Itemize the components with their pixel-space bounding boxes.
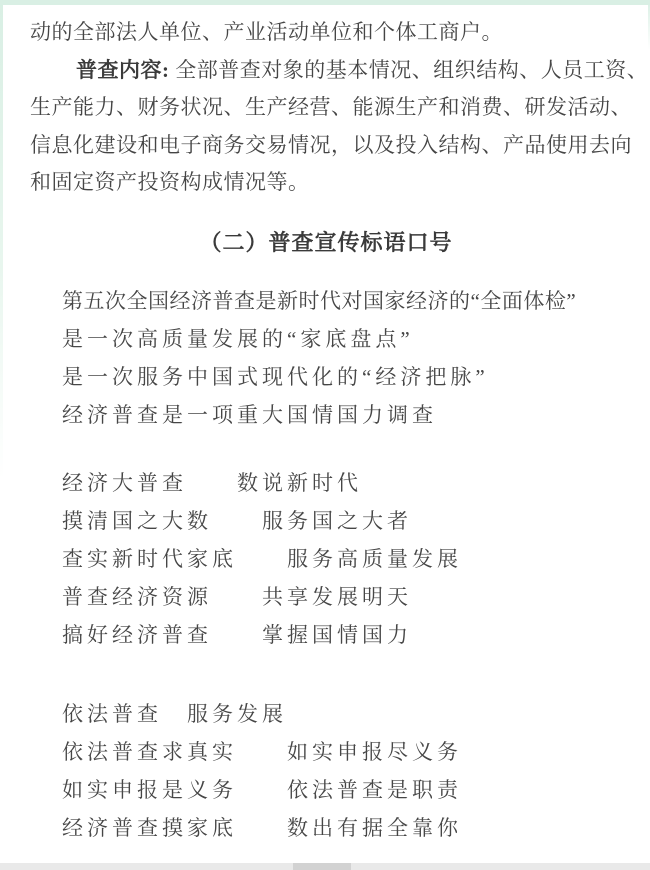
horizontal-scrollbar-thumb[interactable] (293, 863, 351, 870)
slogan-line: 第五次全国经济普查是新时代对国家经济的“全面体检” (62, 288, 577, 313)
slogan-line: 依法普查求真实 如实申报尽义务 (62, 739, 462, 764)
slogan-line: 是一次高质量发展的“家底盘点” (62, 326, 414, 351)
slogan-group-1 (62, 282, 622, 434)
page-top-edge-tint (0, 0, 650, 5)
slogan-line: 经济普查是一项重大国情国力调查 (62, 402, 437, 427)
slogan-line: 搞好经济普查 掌握国情国力 (62, 622, 412, 647)
slogan-line: 如实申报是义务 依法普查是职责 (62, 777, 462, 802)
section-heading: （二）普查宣传标语口号 (199, 229, 453, 255)
census-content-line-3: 信息化建设和电子商务交易情况，以及投入结构、产品使用去向 (30, 132, 632, 157)
census-content-line-1-text: 全部普查对象的基本情况、组织结构、人员工资、 (169, 57, 649, 82)
slogan-line: 经济大普查 数说新时代 (62, 470, 362, 495)
slogan-line: 经济普查摸家底 数出有据全靠你 (62, 815, 462, 840)
slogan-line: 摸清国之大数 服务国之大者 (62, 508, 412, 533)
slogan-line: 依法普查 服务发展 (62, 701, 287, 726)
horizontal-scrollbar[interactable] (0, 863, 650, 870)
slogan-line: 查实新时代家底 服务高质量发展 (62, 546, 462, 571)
census-content-line-2: 生产能力、财务状况、生产经营、能源生产和消费、研发活动、 (30, 95, 632, 119)
slogan-group-3 (62, 695, 622, 847)
slogan-line: 普查经济资源 共享发展明天 (62, 584, 412, 609)
slogan-group-2 (62, 464, 622, 654)
census-content-line-4: 和固定资产投资构成情况等。 (30, 170, 310, 194)
paragraph-continuation-line: 动的全部法人单位、产业活动单位和个体工商户。 (30, 20, 503, 44)
page-left-edge-tint (0, 0, 3, 480)
census-content-label: 普查内容: (76, 57, 170, 82)
census-content-line-1 (30, 52, 649, 90)
slogan-line: 是一次服务中国式现代化的“经济把脉” (62, 364, 489, 389)
